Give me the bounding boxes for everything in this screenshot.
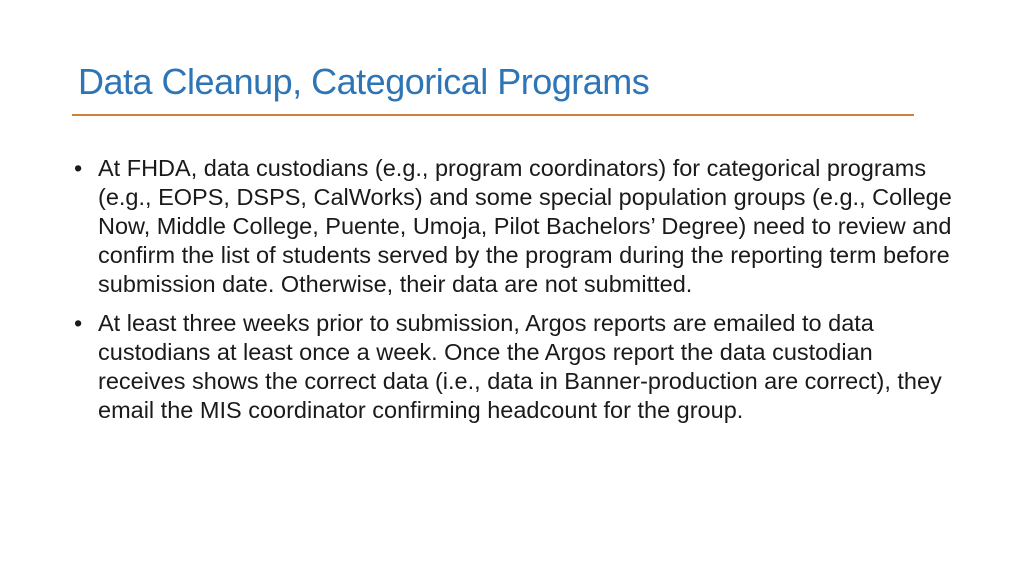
slide-title: Data Cleanup, Categorical Programs bbox=[78, 61, 650, 102]
bullet-item-data-custodians bbox=[72, 154, 952, 299]
bullet-marker: • bbox=[74, 155, 83, 181]
bullet-text: At least three weeks prior to submission, Argos reports are emailed to data custodians at least once a week. Once the Argos report the data custodian receives shows the correct data (i.e., data in Banner-production are correct), they email the MIS coordinator confirming headcount for the group. bbox=[98, 310, 942, 423]
bullet-item-argos-reports bbox=[72, 309, 952, 425]
bullet-list bbox=[72, 154, 952, 435]
title-underline bbox=[72, 114, 914, 116]
bullet-marker: • bbox=[74, 310, 83, 336]
bullet-text: At FHDA, data custodians (e.g., program coordinators) for categorical programs (e.g., EOPS, DSPS, CalWorks) and some special population groups (e.g., College Now, Middle College, Puente, Umoja, Pilot Bachelors’ Degree) need to review and confirm the list of students served by the program during the reporting term before submission date. Otherwise, their data are not submitted. bbox=[98, 155, 952, 297]
